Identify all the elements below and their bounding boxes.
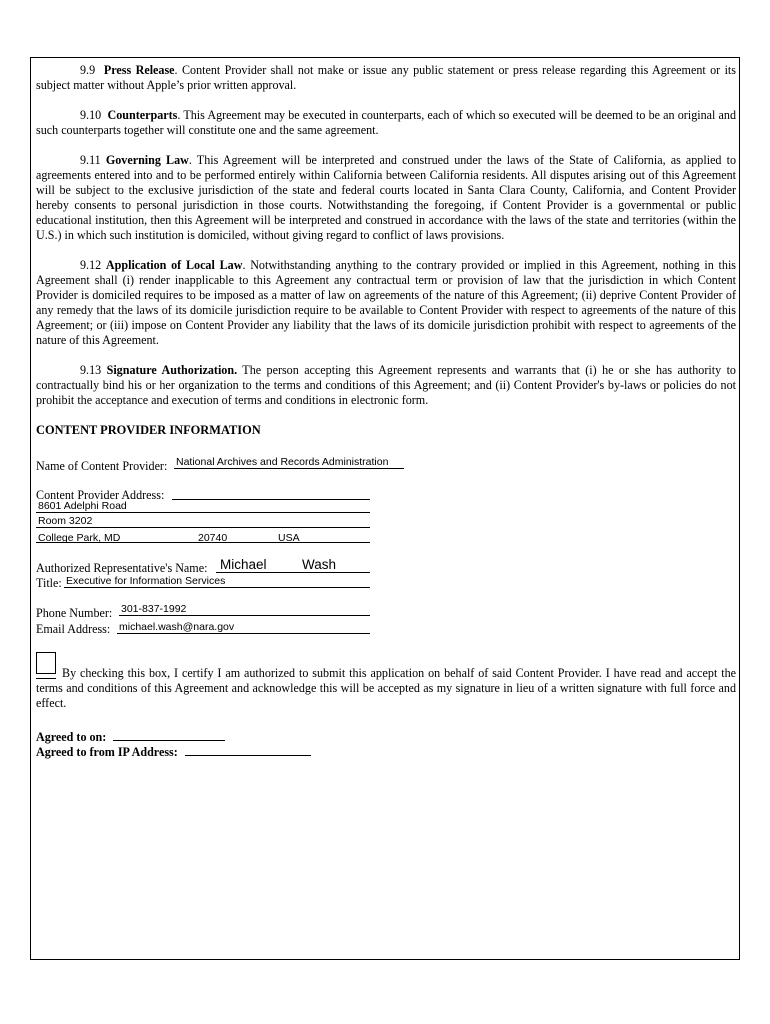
- title-field[interactable]: Executive for Information Services: [64, 575, 370, 588]
- provider-name-label: Name of Content Provider:: [36, 459, 168, 473]
- section-text: . Notwithstanding anything to the contrary provided or implied in this Agreement, nothing in this Agreement shall (i) render inapplicable to this Agreement any contractual term or provision of law that the jurisdiction in which Content Provider is domiciled requires to be imposed as a matter of law on agreements of the nature of this Agreement; (ii) deprive Content Provider of any remedy that the laws of its domicile jurisdiction require to be available to Content Provider with respect to agreements of the nature of this Agreement; or (iii) impose on Content Provider any liability that the laws of its domicile jurisdiction prohibit with respect to agreements of the nature of this Agreement.: [36, 258, 737, 347]
- agreed-on-blank[interactable]: [113, 728, 225, 741]
- section-heading: Press Release: [103, 63, 175, 77]
- rep-name-label: Authorized Representative's Name:: [36, 561, 208, 575]
- section-text: . This Agreement will be interpreted and construed under the laws of the State of California, as applied to agreements entered into and to be performed entirely within California between California residents. All disputes arising out of this Agreement will be subject to the exclusive jurisdiction of the state and federal courts located in Santa Clara County, California, and Content Provider hereby consents to personal jurisdiction in those courts. Notwithstanding the foregoing, if Content Provider is a governmental or public educational institution, then this Agreement will be interpreted and construed in accordance with the laws of the state and territories (within the U.S.) in which such institution is domiciled, without giving regard to conflict of laws provisions.: [36, 153, 736, 242]
- email-label: Email Address:: [36, 622, 111, 636]
- section-text: The person accepting this Agreement represents and warrants that (i) he or she has authority to contractually bind his or her organization to the terms and conditions of this Agreement; and (ii) Content Provider's by-laws or policies do not prohibit the acceptance and execution of terms and conditions in electronic form.: [36, 363, 736, 407]
- agreed-on-row: [36, 728, 736, 743]
- certification-block: [36, 652, 736, 712]
- rep-last-name: Wash: [302, 557, 337, 572]
- section-heading: Counterparts: [107, 108, 178, 122]
- agreed-ip-row: [36, 743, 736, 758]
- phone-label: Phone Number:: [36, 606, 113, 620]
- provider-name-row: [36, 451, 736, 481]
- address-line1-field[interactable]: 8601 Adelphi Road: [36, 500, 370, 513]
- section-heading: Governing Law: [105, 153, 189, 167]
- section-text: . This Agreement may be executed in counterparts, each of which so executed will be deemed to be an original and such counterparts together will constitute one and the same agreement.: [36, 108, 736, 137]
- address-line2-field[interactable]: Room 3202: [36, 515, 370, 528]
- section-text: . Content Provider shall not make or issue any public statement or press release regarding this Agreement or its subject matter without Apple’s prior written approval.: [36, 63, 736, 92]
- section-9-9: [36, 63, 736, 93]
- section-9-10: [36, 108, 736, 138]
- email-row: [36, 621, 736, 636]
- title-row: [36, 574, 736, 590]
- provider-name-field[interactable]: National Archives and Records Administration: [174, 456, 404, 469]
- address-line2-row: [36, 511, 736, 526]
- certification-text: By checking this box, I certify I am authorized to submit this application on behalf of said Content Provider. I have read and accept the terms and conditions of this Agreement and acknowledge this will be accepted as my signature in lieu of a written signature with full force and effect.: [36, 666, 736, 710]
- section-9-12: [36, 258, 736, 348]
- agreed-ip-label: Agreed to from IP Address:: [36, 745, 178, 759]
- title-label: Title:: [36, 576, 62, 590]
- section-heading: Application of Local Law: [105, 258, 243, 272]
- section-number: 9.11: [80, 153, 101, 167]
- phone-field[interactable]: 301-837-1992: [119, 603, 370, 616]
- section-heading: Signature Authorization.: [106, 363, 238, 377]
- section-9-11: [36, 153, 736, 243]
- zip-value: 20740: [198, 532, 228, 544]
- rep-name-row: [36, 541, 736, 574]
- agreement-document: [36, 63, 736, 758]
- rep-first-name: Michael: [220, 557, 267, 572]
- address-label: Content Provider Address:: [36, 488, 165, 502]
- section-number: 9.12: [80, 258, 102, 272]
- city-value: College Park, MD: [38, 532, 121, 544]
- section-number: 9.9: [80, 63, 96, 77]
- section-9-13: [36, 363, 736, 408]
- address-label-row: [36, 481, 736, 502]
- address-line1-row: [36, 496, 736, 511]
- section-number: 9.13: [80, 363, 102, 377]
- section-number: 9.10: [80, 108, 102, 122]
- agreed-on-label: Agreed to on:: [36, 730, 107, 744]
- email-field[interactable]: michael.wash@nara.gov: [117, 621, 370, 634]
- address-city-row: [36, 526, 736, 544]
- provider-info-title: CONTENT PROVIDER INFORMATION: [36, 423, 261, 437]
- country-value: USA: [278, 532, 300, 544]
- agreed-ip-blank[interactable]: [185, 743, 311, 756]
- phone-row: [36, 590, 736, 621]
